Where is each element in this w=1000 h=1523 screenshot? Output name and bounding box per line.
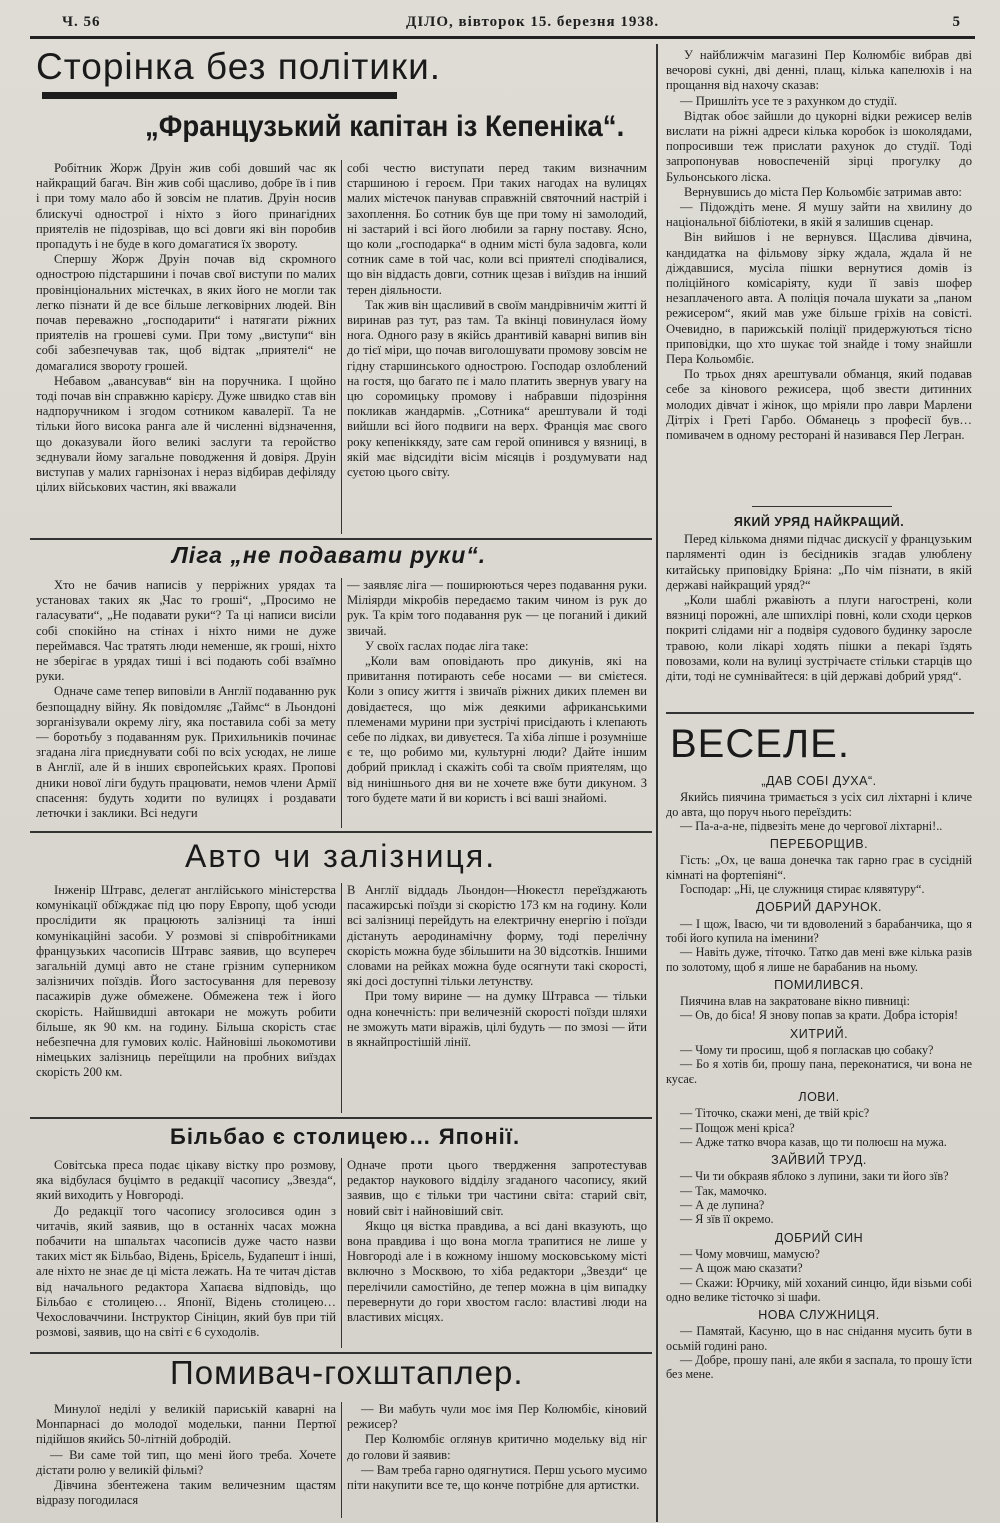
- section-divider: [30, 538, 652, 540]
- paragraph: Одначе проти цього твердження запротестував редактор наукового відділу згаданого часопису, який заявив, що є тільки три частини світа: старий світ, новий світ і найновіший світ.: [347, 1158, 647, 1218]
- paragraph: Одначе саме тепер виповіли в Англії подаванню рук безпощадну війну. Як повідомляє „Таймс“ в Льондоні зорганізували окрему лігу, яка поставила собі за мету — боротьбу з подаванням рук. Прихильників починає згадана ліга приєднувати собі по всіх усюдах, не лише в Англії, але й в інших європейських краях. Пропові дники нової ліги будуть працювати, немов члени Армії спасення: будуть ходити по вулицях і роздавати летючки і заклики. Всі недуги: [36, 684, 336, 821]
- page-number-right: 5: [952, 14, 961, 30]
- article1-right-column: [347, 161, 647, 534]
- paragraph: Так жив він щасливий в своїм мандрівничім житті й виринав раз тут, раз там. Та вкінці повинулася йому нога. Одного разу в якійсь дрантивій каварні випив він до тієї міри, що почав виголошувати промову зовсім не гідну старшинського однострою. Господар озлоблений на гостя, що багато пє і мало платить звернув увагу на цю соромицьку промову і набравши підозріння покликав жандармів. „Сотника“ арештували й тоді вийшли всі його подвиги на верх. Франція має свого року кепеніккяду, зате сам герой опинився у вязниці, в якій має відсидіти вісім місяців і роздумувати над суєтою цього світу.: [347, 297, 647, 480]
- jokes-column: [666, 770, 972, 1520]
- joke-line: — Скажи: Юрчику, мій хоханий синцю, йди візьми собі одно велике тісточко зі шафи.: [666, 1275, 972, 1304]
- joke-title: ДОБРИЙ ДАРУНОК.: [756, 900, 882, 915]
- masthead-rule: [30, 36, 975, 40]
- joke-line: — І щож, Івасю, чи ти вдоволений з барабанчика, що я тобі його купила на іменини?: [666, 916, 972, 945]
- paragraph: Совітська преса подає цікаву вістку про розмову, яка відбулася буцімто в редакції часопису „Звезда“, який виходить у Новгороді.: [36, 1158, 336, 1203]
- section-title: ЯКИЙ УРЯД НАЙКРАЩИЙ.: [733, 515, 905, 529]
- page-heading: Сторінка без політики.: [36, 46, 442, 87]
- joke-line: — Я зїв її окремо.: [680, 1212, 774, 1227]
- paragraph: Він вийшов і не вернувся. Щаслива дівчина, кандидатка на фільмову зірку ждала, ждала й не діждавшися, мусіла пішки вернутися домів із поліційного комісаріяту, куди її завіз шофер незаплаченого авта. А поліція почала шукати за „паном режисером“, який мав уже більше гріхів на совісті. Очевидно, в парижській поліції придержуються тісно приповідки, що хто шукає той знайде і тому знайшли Пера Кольомбіє.: [666, 230, 972, 367]
- paragraph: Хто не бачив написів у перріжних урядах та установах таких як „Час то гроші“, „Просимо не галасувати“, „Не подавати руки“? Та ці написи висіли собі спокійно на стінах і ніхто ними не дуже переймався. Час тратять люди неменше, як гроші, ніхто не зберігає в урядах тиші і всі подають собі взаїмно руки.: [36, 578, 336, 684]
- right-column-continuation: [666, 48, 972, 504]
- paragraph: — Пришліть усе те з рахунком до студії.: [680, 93, 898, 108]
- paragraph: Минулої неділі у великій париській каварні на Монпарнасі до молодої модельки, панни Пертюї підійшов якийсь 50-літній добродій.: [36, 1402, 336, 1447]
- joke-line: — Навіть дуже, тіточко. Татко дав мені вже кілька разів по золотому, щоб я лише не барабанив на ньому.: [666, 945, 972, 974]
- paragraph: Небавом „авансував“ він на поручника. І щойно тоді почав він справжню карієру. Дуже швидко став він надпоручником і згодом сотником кавалерії. Та не тільки його висока ранга але й численні відзначення, що доказували його великі заслуги та геройство зєднували йому загальне поводження й довіря. Друін виступав у малих гарнізонах і нераз відбирав дефіляду цілих військових частин, які вважали: [36, 373, 336, 495]
- article3-left-column: [36, 883, 336, 1113]
- article4-title: Більбао є столицею… Японії.: [170, 1124, 521, 1149]
- article1-title: „Французький капітан із Кепеніка“.: [145, 110, 625, 143]
- joke-line: — Па-а-а-не, підвезіть мене до чергової ліхтарні!..: [680, 818, 943, 833]
- joke-line: — Чому мовчиш, мамусю?: [680, 1246, 820, 1261]
- joke-line: — Пощож мені кріса?: [680, 1120, 795, 1135]
- joke-title: „ДАВ СОБІ ДУХА“.: [761, 774, 877, 788]
- joke-line: Якийсь пиячина тримається з усіх сил ліхтарні і кличе до авта, що поруч нього переїздить:: [666, 790, 972, 819]
- best-government-section: [666, 511, 972, 706]
- paragraph: „Коли шаблі ржавіють а плуги нагострені, коли вязниці порожні, але шпихлірі повні, коли сходи церков покриті слідами ніг а подвіря судового будинку заросле травою, коли лікарі ходять пішки а пекарі їздять повозами, коли на вулиці зустрічаєте стільки старців що діти, тоді не сумнівайтеся: в цій державі добрий уряд“.: [666, 593, 972, 684]
- paragraph: Спершу Жорж Друін почав від скромного однострою підстаршини і почав свої виступи по малих провінціональних містечках, в яких його не могли так легко пізнати й де все більше легковірних людей. Він почав переважно „господарити“ і натягати ріжних приятелів на грошеві суми. При тому „виступи“ він собі забезпечував так, щоб відтак „приятелі“ не домагалися звороту грошей.: [36, 252, 336, 373]
- paragraph: Якщо ця вістка правдива, а всі дані вказують, що вона правдива і що вона могла трапитися не лише у Новгороді але і в кожному іншому московському місті включно з Москвою, то хіба редактори „Звезди“ це перелічили самостійно, де тепер можна в цім випадку перевернути до гори хвостом гасло: властиві люди на властивих місцях.: [347, 1218, 647, 1325]
- paragraph: При тому вирине — на думку Штравса — тільки одна конечність: при величезній скорості поїзди шляхи не зможуть мати віражів, цілі будуть — по змозі — йти в якнайпростішій лінії.: [347, 989, 647, 1050]
- paragraph: Інженір Штравс, делегат англійського міністерства комунікації обїжджає під цю пору Европу, щоб усюди прослідити як працюють залізниці та інші комунікаційні засоби. У розмові зі співробітниками французьких часописів Штравс заявив, що всупереч загальній думці авто не стане грізним суперником залізничих поїздів. Його застосування для перевозу пасажирів дуже обмежене. Обмежена теж і його скорість. Найшвидші автокари не можуть робити більше, як 90 км. на годину. Більша скорість стає небезпечна для гумових коліс. Найновіші льокомотиви німецьких залізниць переїщили на пробних виїздах скорість 200 км.: [36, 883, 336, 1080]
- article5-left-column: [36, 1402, 336, 1518]
- section-divider: [30, 831, 652, 833]
- joke-line: Гість: „Ох, це ваша донечка так гарно грає в сусідній кімнаті на фортепіяні“.: [666, 853, 972, 882]
- section-divider: [666, 712, 974, 714]
- masthead-title: ДІЛО, вівторок 15. березня 1938.: [406, 14, 660, 30]
- paragraph: собі честю виступати перед таким визначним старшиною і героєм. При таких нагодах на вулицях малих містечок панував справжній святочний настрій і захоплення. Бо сотник був ще при тому ні замолодий, ні застарий і всі його любили за гарну поставу. Ясно, що коли „господарка“ в одним місті була задовга, коли сотник саме в той час, коли всі приятелі сподівалися, що він віддасть довги, сотник щезав і виїздив на інший терен діяльности.: [347, 161, 647, 297]
- section-divider: [752, 506, 892, 507]
- joke-title: ДОБРИЙ СИН: [774, 1230, 864, 1245]
- joke-line: — Адже татко вчора казав, що ти полюєш на мужа.: [680, 1134, 947, 1149]
- column-divider: [341, 1402, 342, 1518]
- joke-title: ЗАЙВИЙ ТРУД.: [771, 1153, 867, 1168]
- joke-line: Господар: „Ні, це служниця стирає клявятуру“.: [680, 882, 925, 897]
- joke-line: — А щож маю сказати?: [680, 1261, 803, 1276]
- paragraph: До редакції того часопису зголосився один з читачів, який заявив, що в останніх часах можна побачити на шпальтах часописів дуже часто назви таких міст як Більбао, Відень, Брісель, Будапешт і інші, але ніхто не знає де ці міста лежать. На те читач дістав від начального редактора Хапаєва відповідь, що Більбао є столицею… Японії, Відень столицею… Чехословаччини. Інструктор Сініцин, який був при тій розмові, заявив, що на світі є 6 суходолів.: [36, 1203, 336, 1340]
- article4-right-column: [347, 1158, 647, 1348]
- paragraph: — Вам треба гарно одягнутися. Перш усього мусимо піти накупити все те, що конче потрібне для артистки.: [347, 1462, 647, 1493]
- column-divider: [341, 883, 342, 1113]
- column-divider: [341, 1158, 342, 1348]
- masthead: [30, 10, 975, 36]
- section-divider: [30, 1117, 652, 1119]
- article2-title: Ліга „не подавати руки“.: [172, 542, 487, 568]
- column-divider-main: [656, 44, 658, 1522]
- paragraph: В Англії віддадь Льондон—Нюкестл переїзджають пасажирські поїзди зі скорістю 173 км на годину. Коли всі залізниці перейдуть на електричну енергію і поїзди дістануть аеродинамічну форму, тоді перелічну скорість можна буде збільшити на 30 відсотків. Іншими словами на рейках можна буде осягнути такі скорості, які досі доступні тільки летунству.: [347, 883, 647, 989]
- paragraph: У найближчім магазині Пер Колюмбіє вибрав дві вечорові сукні, дві денні, плащ, кілька капелюхів і на прощання від нахочу сказав:: [666, 48, 972, 93]
- paragraph: Перед кількома днями підчас дискусії у французьким парляменті один із бесідників згадав улюблену китайську приповідку Бріяна: „По чім пізнати, в якій державі найкращий уряд?“: [666, 532, 972, 592]
- joke-line: — Ов, до біса! Я знову попав за крати. Добра історія!: [680, 1008, 958, 1023]
- paragraph: Дівчина збентежена таким величезним щастям відразу погодилася: [36, 1478, 336, 1508]
- heading-underline: [42, 92, 397, 99]
- paragraph: „Коли вам оповідають про дикунів, які на привитання потирають себе носами — ви смієтеся. Коли з опису життя і звичаїв ріжних диких племен ви довідаєтеся, що між деякими африканськими племенами мурини при зустрічі присідають і клепають себе по лідках, ви дивуєтеся. Та хіба ліпше і розумніше є те, що робимо ми, культурні люди? Дайте іншим добрий приклад і скажіть собі та своїм приятелям, що від нинішнього дня ви не хочете вже бути дикуном. З того будете мати й ви користь і всі ваші знайомі.: [347, 654, 647, 805]
- column-divider: [341, 160, 342, 534]
- page-number-left: Ч. 56: [62, 14, 101, 30]
- joke-line: — А де лупина?: [680, 1198, 765, 1213]
- paragraph: У своїх гаслах подає ліга таке:: [365, 638, 529, 653]
- article3-title: Авто чи залізниця.: [185, 838, 497, 874]
- paragraph: — Підождіть мене. Я мушу зайти на хвилину до національної бібліотеки, в якій я залишив сценар.: [666, 200, 972, 230]
- paragraph: — заявляє ліга — поширюються через подавання руки. Міліярди мікробів передаємо таким чином із рук до рук. Та крім того подавання рук — це поганий і дикий звичай.: [347, 578, 647, 638]
- article2-left-column: [36, 578, 336, 828]
- joke-line: — Чи ти обкраяв яблоко з лупини, заки ти його зїв?: [680, 1169, 949, 1184]
- joke-line: — Чому ти просиш, щоб я погласкав цю собаку?: [680, 1043, 934, 1058]
- article2-right-column: [347, 578, 647, 828]
- joke-line: — Так, мамочко.: [680, 1183, 767, 1198]
- paragraph: Відтак обоє зайшли до цукорні відки режисер велів вислати на ріжні адреси кілька коробок із шоколядами, попросивши теж прислати рахунок до студії. Тоді запропонував новоспеченій зірці прогулку до Бульонського ліска.: [666, 108, 972, 184]
- article4-left-column: [36, 1158, 336, 1348]
- joke-title: ПЕРЕБОРЩИВ.: [769, 837, 869, 852]
- column-divider: [341, 578, 342, 828]
- paragraph: Вернувшись до міста Пер Кольомбіє затримав авто:: [684, 184, 962, 199]
- paragraph: Пер Колюмбіє оглянув критично модельку від ніг до голови й заявив:: [347, 1432, 647, 1462]
- paragraph: — Ви мабуть чули моє імя Пер Колюмбіє, кіновий режисер?: [347, 1402, 647, 1432]
- joke-title: НОВА СЛУЖНИЦЯ.: [758, 1308, 880, 1323]
- joke-title: ЛОВИ.: [798, 1089, 840, 1104]
- article3-right-column: [347, 883, 647, 1113]
- jokes-heading: ВЕСЕЛЕ.: [670, 722, 850, 766]
- joke-line: — Памятай, Касуню, що в нас снідання мусить бути в осьмій годині рано.: [666, 1324, 972, 1353]
- paragraph: По трьох днях арештували обманця, який подавав себе за кінового режисера, щоб звести дитинних молодих дівчат і жінок, що мріяли про лаври Марлени Дітріх і Греті Гарбо. Обманець з професії був… помивачем в одному ресторані й називався Пер Легран.: [666, 367, 972, 443]
- article5-title: Помивач-гохштаплер.: [170, 1354, 524, 1391]
- joke-title: ХИТРИЙ.: [789, 1026, 849, 1041]
- joke-line: — Бо я хотів би, прошу пана, переконатися, чи вона не кусає.: [666, 1057, 972, 1086]
- joke-line: — Добре, прошу пані, але якби я заспала, то прошу їсти без мене.: [666, 1352, 972, 1382]
- joke-line: — Тіточко, скажи мені, де твій кріс?: [680, 1106, 870, 1121]
- article5-right-column: [347, 1402, 647, 1518]
- article1-left-column: [36, 161, 336, 534]
- paragraph: Робітник Жорж Друін жив собі довший час як найкращий багач. Він жив собі щасливо, добре їв і пив і при тому мало або й зовсім не платив. Друін носив блискучі однострої і ніхто з його принагідних приятелів не підозрівав, що всі довги які він поробив пропадуть і не буде в кого домагатися їх звороту.: [36, 161, 336, 252]
- joke-line: Пиячина влав на закратоване вікно пивниці:: [680, 994, 910, 1009]
- joke-title: ПОМИЛИВСЯ.: [774, 977, 864, 992]
- paragraph: — Ви саме той тип, що мені його треба. Хочете дістати ролю у великій фільмі?: [36, 1447, 336, 1477]
